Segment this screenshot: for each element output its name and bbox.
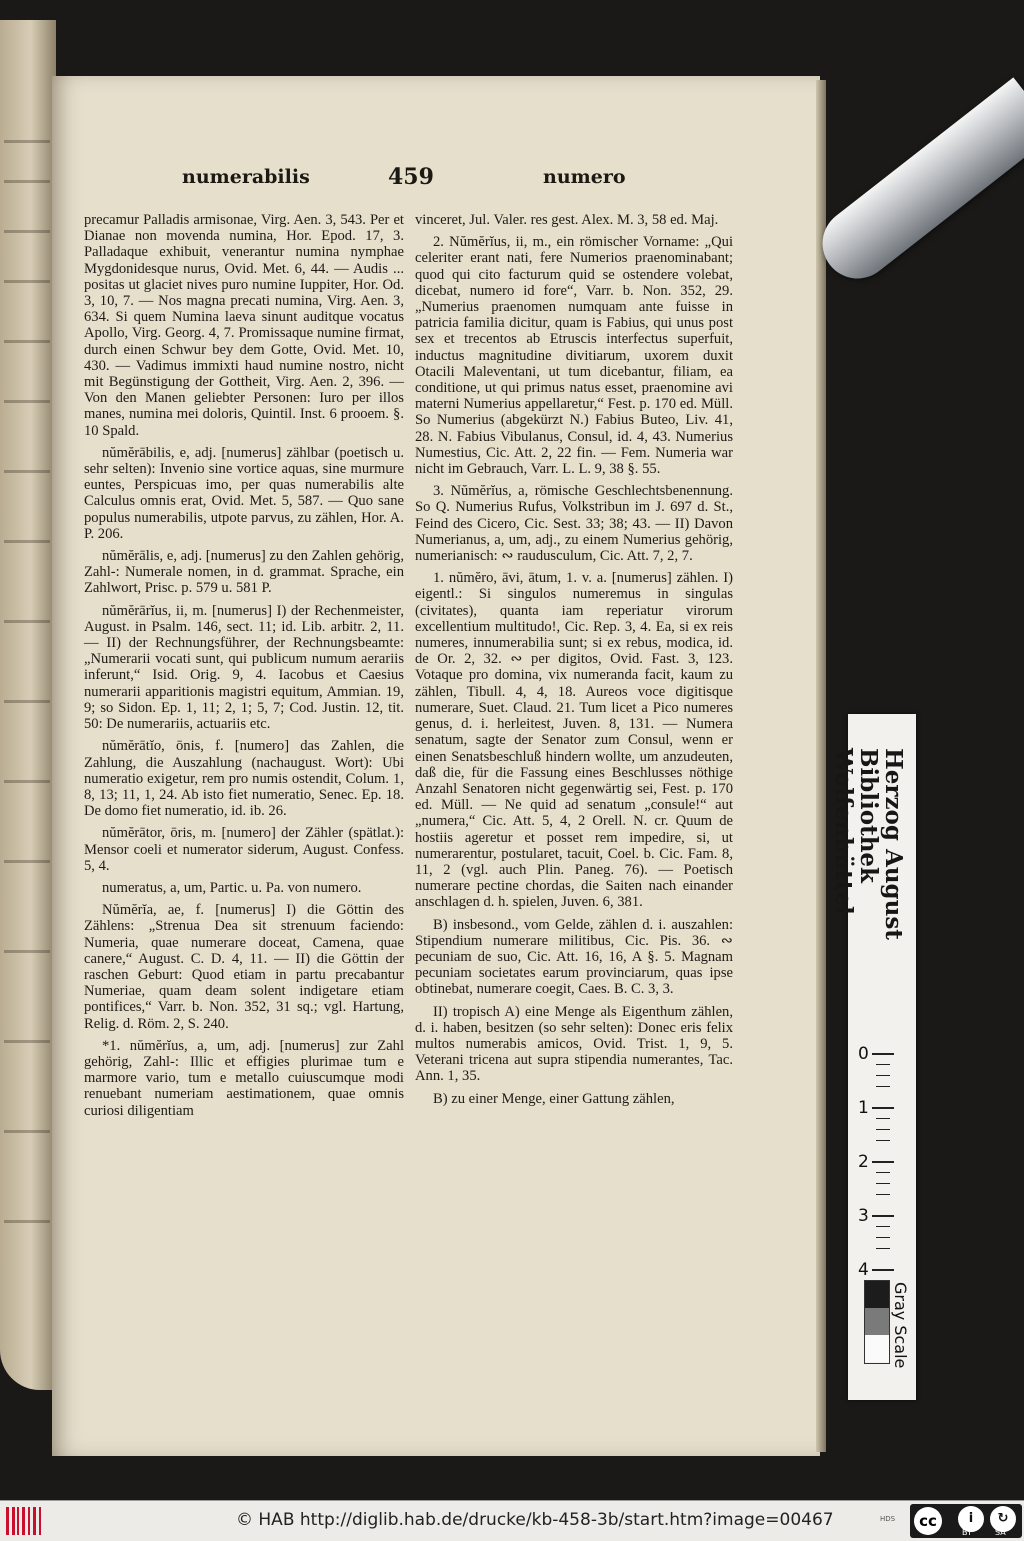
library-name-line1: Herzog August Bibliothek bbox=[855, 748, 907, 940]
by-attribution-icon: i bbox=[958, 1506, 984, 1532]
entry-paragraph: nŭmĕrālis, e, adj. [numerus] zu den Zahlen gehörig, Zahl-: Numerale nomen, in d. grammat. Sprache, ein Zahlwort, Prisc. p. 579 u. 581 P. bbox=[84, 548, 404, 597]
ruler bbox=[854, 1044, 908, 1284]
page-edge bbox=[816, 80, 826, 1452]
entry-paragraph: II) tropisch A) eine Menge als Eigenthum zählen, d. i. haben, besitzen (so sehr selten): Donec eris felix multos numerabis amicos, Ovid. Trist. 1, 9, 5. Veterani tricena aut supra stipendia numerantes, Tac. Ann. 1, 35. bbox=[415, 1003, 733, 1085]
footer-bar bbox=[0, 1500, 1024, 1541]
previous-page-edge bbox=[0, 20, 56, 1390]
ruler-tick bbox=[872, 1107, 894, 1109]
share-alike-icon: ↻ bbox=[990, 1506, 1016, 1532]
ruler-tick bbox=[876, 1075, 890, 1076]
library-name-line2: Wolfenbüttel bbox=[830, 748, 857, 915]
entry-paragraph: nŭmĕrātĭo, ōnis, f. [numero] das Zahlen, die Zahlung, die Auszahlung (nachaugust. Wort): Ubi numeratio exigetur, rem pro numis ostendit, Colum. 1, 8, 13; 11, 1, 24. Ab isto fiet numeratio, Senec. Ep. 18. De domo fiet numeratio, id. ib. 26. bbox=[84, 738, 404, 820]
copyright-url[interactable]: © HAB http://diglib.hab.de/drucke/kb-458-3b/start.htm?image=00467 bbox=[236, 1510, 834, 1530]
ruler-tick bbox=[876, 1226, 890, 1227]
creative-commons-badge[interactable] bbox=[910, 1504, 1022, 1538]
library-name bbox=[830, 748, 907, 1048]
sa-label: SA bbox=[995, 1528, 1006, 1537]
ruler-tick bbox=[876, 1183, 890, 1184]
gray-swatch-light bbox=[865, 1335, 889, 1362]
text-column-left bbox=[84, 212, 404, 1125]
ruler-tick bbox=[872, 1215, 894, 1217]
ruler-number: 1 bbox=[858, 1098, 869, 1118]
entry-paragraph: nŭmĕrārĭus, ii, m. [numerus] I) der Rechenmeister, August. in Psalm. 146, sect. 11; id. Lib. arbitr. 2, 11. — II) der Rechnungsführer, der Rechnungsbeamte: „Numerarii vocati sunt, qui publicum numum aerariis inferunt,“ Isid. Orig. 9, 4. Iacobus et Caesius numerarii apparitionis magistri equitum, Ammian. 19, 9; so Sidon. Ep. 1, 11; 2, 1; 5, 7; Cod. Justin. 12, tit. 50: De numerariis, actuariis etc. bbox=[84, 602, 404, 733]
cc-icon: cc bbox=[914, 1507, 942, 1535]
ruler-tick bbox=[876, 1064, 890, 1065]
ruler-tick bbox=[876, 1172, 890, 1173]
ruler-tick bbox=[876, 1129, 890, 1130]
entry-paragraph: B) zu einer Menge, einer Gattung zählen, bbox=[433, 1090, 675, 1107]
ruler-number: 3 bbox=[858, 1206, 869, 1226]
gray-swatch-mid bbox=[865, 1308, 889, 1335]
entry-paragraph: 2. Nŭmĕrĭus, ii, m., ein römischer Vorname: „Qui celeriter erant nati, fere Numerios praenominabant; quod qui cito facturum quid se ostendere volebat, dicebat, numero id fore“, Varr. b. Non. 352, 29. „Numerius praenomen numquam ante fuisse in patricia familia dicitur, quam is Fabius, qui unus post sex et trecentos ab Etruscis interfectus superfuit, inductus magnitudine divitiarum, uxorem duxit Otacili Maleventani, ut tum dicebantur, filiam, ea conditione, ut qui primus natus esset, praenomine avi materni Numerius appellaretur,“ Fest. p. 170 ed. Müll. So Numerius (abgekürzt N.) Fabius Buteo, Liv. 41, 28. N. Fabius Vibulanus, Consul, id. 4, 43. Numerius Numestius, Cic. Att. 2, 22 fin. — Fem. Numeria war nicht im Gebrauch, Varr. L. L. 9, 38 §. 55. bbox=[415, 234, 733, 478]
by-label: BY bbox=[962, 1528, 972, 1537]
entry-paragraph: numeratus, a, um, Partic. u. Pa. von numero. bbox=[102, 879, 362, 896]
ruler-tick bbox=[872, 1161, 894, 1163]
entry-paragraph: *1. nŭmĕrĭus, a, um, adj. [numerus] zur Zahl gehörig, Zahl-: Illic et effigies plurimae tum e marmore vario, tum e metallo cuiuscumque modi renuebant numeriam aestimationem, quae omnis curiosi diligentiam bbox=[84, 1037, 404, 1119]
entry-paragraph: Nŭmĕrĭa, ae, f. [numerus] I) die Göttin des Zählens: „Strenua Dea sit strenuum faciendo: Numeria, quae numerare doceat, Camena, quae canere,“ August. C. D. 4, 11. — II) die Göttin der raschen Geburt: Quod etiam in partu precabantur Numeriae, quam deam solent indigetare etiam pontifices,“ Varr. b. Non. 352, 31 sq.; vgl. Hartung, Relig. d. Röm. 2, S. 240. bbox=[84, 902, 404, 1032]
ruler-tick bbox=[876, 1086, 890, 1087]
library-label-card bbox=[830, 714, 916, 1400]
ruler-tick bbox=[876, 1248, 890, 1249]
hab-barcode-logo bbox=[6, 1507, 46, 1535]
ruler-tick bbox=[876, 1140, 890, 1141]
running-head-left: numerabilis bbox=[182, 166, 310, 188]
gray-scale-swatches bbox=[864, 1280, 890, 1364]
hds-mark: HDS bbox=[880, 1515, 896, 1523]
ruler-number: 4 bbox=[858, 1260, 869, 1280]
text-column-right bbox=[415, 212, 733, 1113]
entry-paragraph: vinceret, Jul. Valer. res gest. Alex. M. 3, 58 ed. Maj. bbox=[415, 212, 719, 228]
gray-scale-label: Gray Scale bbox=[891, 1282, 910, 1369]
running-head-right: numero bbox=[543, 166, 626, 188]
ruler-tick bbox=[872, 1053, 894, 1055]
page-number: 459 bbox=[388, 164, 434, 190]
page-holder-blade bbox=[808, 77, 1024, 292]
entry-paragraph: precamur Palladis armisonae, Virg. Aen. 3, 543. Per et Dianae non movenda numina, Hor. Epod. 17, 3. Palladaque exhibuit, venerantur numina nymphae Mygdonidesque nurus, Ovid. Met. 6, 44. — Audis ... positas ut glaciet nives puro numine Iuppiter, Hor. Od. 3, 10, 7. — Nos magna precati numina, Virg. Aen. 3, 634. Si quem Numina laeva sinunt auditque vocatus Apollo, Virg. Georg. 4, 7. Promissaque numine firmat, durch einen Schwur bey dem Gotte, Ovid. Met. 10, 430. — Vadimus immixti haud numine nostro, nicht mit Begünstigung der Gottheit, Virg. Aen. 2, 396. — Von den Manen geliebter Personen: Iuro per illos manes, numina mei doloris, Quintil. Inst. 6 prooem. §. 10 Spald. bbox=[84, 212, 404, 439]
entry-paragraph: 3. Nŭmĕrĭus, a, römische Geschlechtsbenennung. So Q. Numerius Rufus, Volkstribun im J. 697 d. St., Feind des Cicero, Cic. Sest. 33; 38; 43. — II) Davon Numerianus, a, um, adj., zu einem Numerius gehörig, numerianisch: ∾ raudusculum, Cic. Att. 7, 2, 7. bbox=[415, 483, 733, 565]
ruler-number: 0 bbox=[858, 1044, 869, 1064]
ruler-tick bbox=[876, 1237, 890, 1238]
ruler-number: 2 bbox=[858, 1152, 869, 1172]
gray-swatch-dark bbox=[865, 1281, 889, 1308]
ruler-tick bbox=[876, 1194, 890, 1195]
ruler-tick bbox=[872, 1269, 894, 1271]
entry-paragraph: nŭmĕrātor, ōris, m. [numero] der Zähler (spätlat.): Mensor coeli et numerator siderum, August. Confess. 5, 4. bbox=[84, 825, 404, 874]
entry-paragraph: B) insbesond., vom Gelde, zählen d. i. auszahlen: Stipendium numerare militibus, Cic. Pis. 36. ∾ pecuniam de suo, Cic. Att. 16, 16, A §. 5. Magnam pecuniam societates earum provinciarum, quas ipse obtinebat, numerare coegit, Caes. B. C. 3, 3. bbox=[415, 916, 733, 998]
entry-paragraph: 1. nŭmĕro, āvi, ātum, 1. v. a. [numerus] zählen. I) eigentl.: Si singulos numeremus in singulas (civitates), quanta iam reperiatur virorum excellentium multitudo!, Cic. Rep. 3, 4. Ea, si ex reis numeres, innumerabilia sunt; si ex rebus, modica, id. de Or. 2, 32. ∾ per digitos, Ovid. Fast. 3, 123. Votaque pro domina, vix numeranda facit, kaum zu zählen, Tibull. 4, 4, 18. Aureos voce digitisque numerare, Suet. Claud. 21. Tum licet a Pico numeres genus, d. i. herleitest, Juven. 8, 131. — Numera senatum, sagte der Senator zum Consul, wenn er einen Senatsbeschluß hindern wollte, um anzudeuten, daß die, für die Fassung eines Beschlusses nöthige Anzahl Senatoren nicht gegenwärtig sei, Fest. p. 170 ed. Müll. — Ne quid ad senatum „consule!“ aut „numera,“ Cic. Att. 5, 4, 2 Orell. N. cr. Quum de hostiis ageretur et posset rem impedire, si, ut numerarentur, postularet, tacuit, Coel. b. Cic. Fam. 8, 11, 2 (vgl. auch Plin. Paneg. 76). — Poetisch numerare pectine chordas, die Saiten nach einander anschlagen d. h. spielen, Juven. 6, 381. bbox=[415, 570, 733, 911]
ruler-tick bbox=[876, 1118, 890, 1119]
entry-paragraph: nŭmĕrābilis, e, adj. [numerus] zählbar (poetisch u. sehr selten): Invenio sine vortice aquas, sine murmure euntes, Perspicuas imo, per quas numerabilis alte Calculus omnis erat, Ovid. Met. 5, 587. — Quo sane populus numerabilis, utpote parvus, zu zählen, Hor. A. P. 206. bbox=[84, 444, 404, 542]
